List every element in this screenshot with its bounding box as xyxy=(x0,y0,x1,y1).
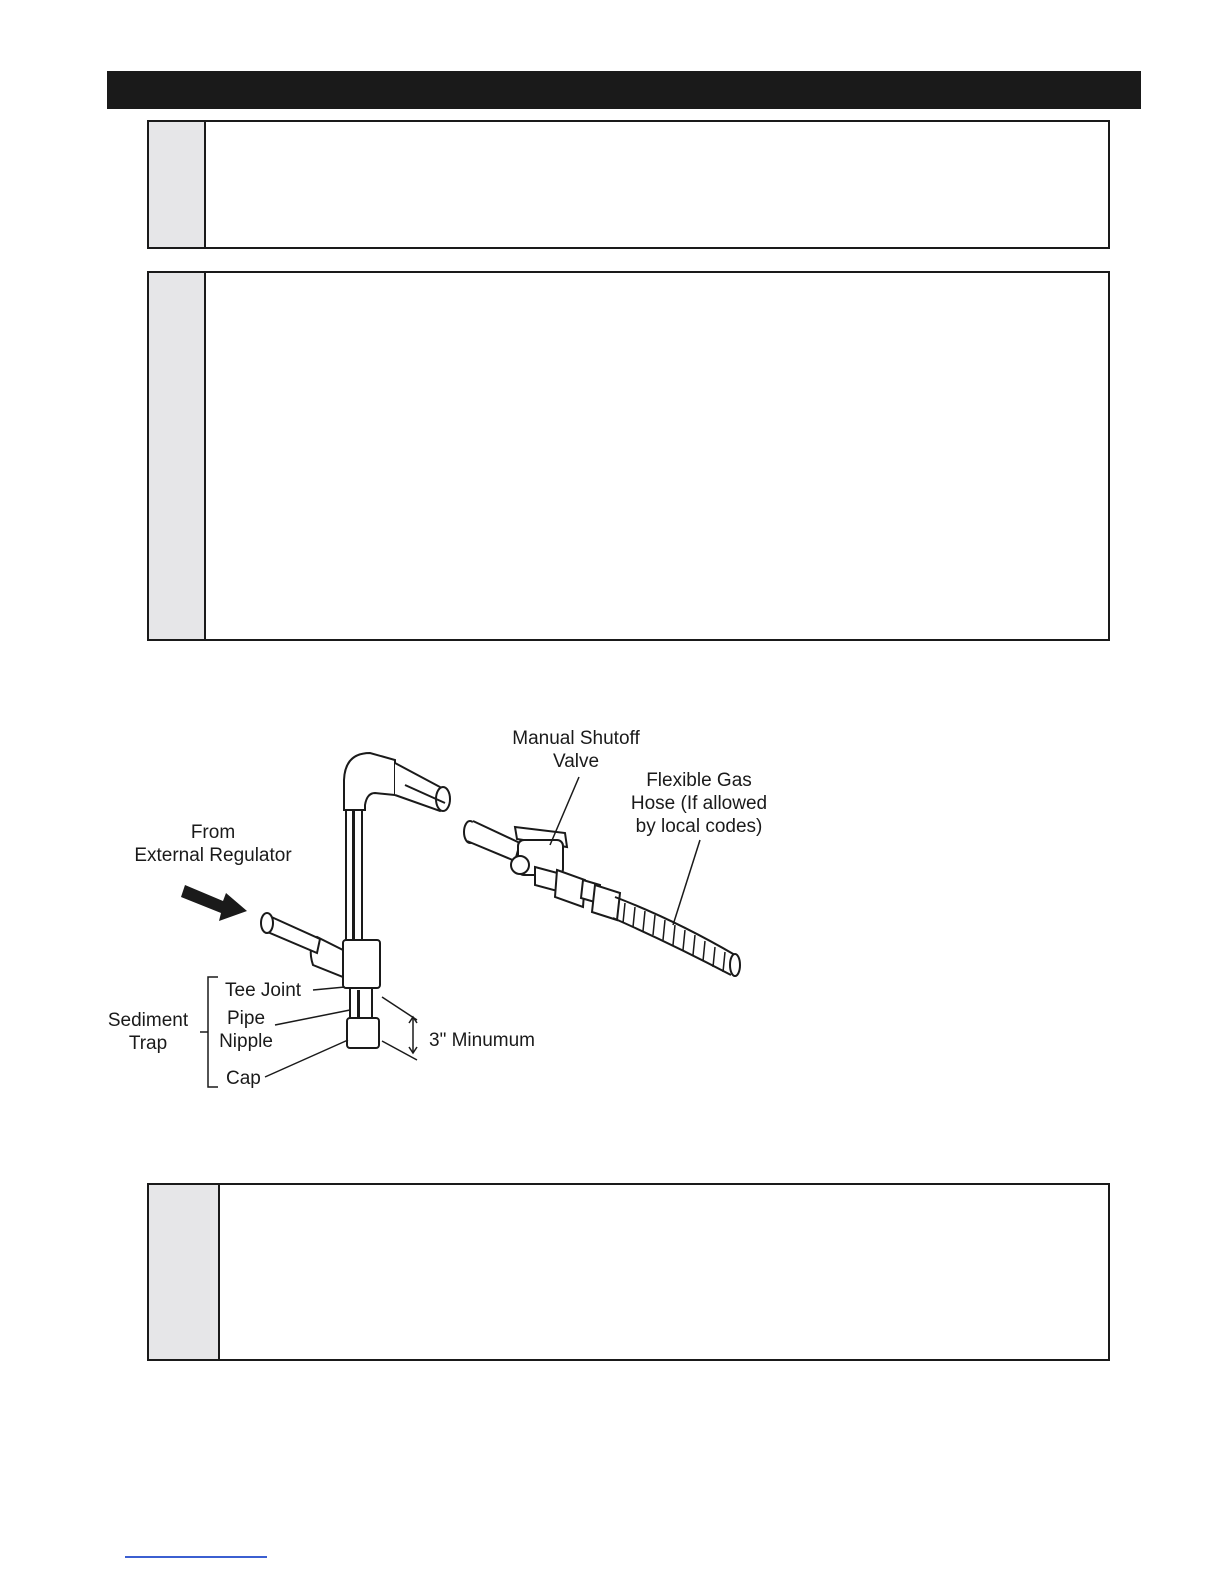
label-3-minimum: 3" Minumum xyxy=(429,1030,535,1051)
label-tee-joint: Tee Joint xyxy=(225,980,302,1001)
elbow-fitting xyxy=(344,753,450,811)
hose-fittings xyxy=(555,870,620,920)
label-manual-shutoff: Manual Shutoff xyxy=(512,728,640,749)
section-header-bar xyxy=(107,71,1141,109)
label-nipple: Nipple xyxy=(219,1031,273,1052)
notice-box-2 xyxy=(147,271,1110,641)
label-by-local-codes: by local codes) xyxy=(635,816,763,837)
pipe-nipple xyxy=(350,988,372,1020)
notice-box-1 xyxy=(147,120,1110,249)
flexible-gas-hose xyxy=(613,897,740,976)
notice-box-3 xyxy=(147,1183,1110,1361)
inlet-pipe xyxy=(261,913,343,977)
notice-box-3-side-panel xyxy=(149,1185,220,1359)
label-external-regulator: External Regulator xyxy=(134,845,292,866)
label-flexible-gas: Flexible Gas xyxy=(646,770,752,791)
label-valve: Valve xyxy=(552,751,600,772)
label-sediment: Sediment xyxy=(107,1010,189,1031)
notice-box-2-side-panel xyxy=(149,273,206,639)
label-hose-if-allowed: Hose (If allowed xyxy=(630,793,768,814)
flow-arrow xyxy=(181,885,247,921)
label-from: From xyxy=(190,822,236,843)
label-cap: Cap xyxy=(226,1068,261,1089)
valve-pipe-end xyxy=(464,821,520,861)
gas-connection-diagram xyxy=(95,715,795,1115)
notice-box-1-side-panel xyxy=(149,122,206,247)
cap-fitting xyxy=(347,1018,379,1048)
footer-link-underline[interactable] xyxy=(125,1556,267,1558)
label-trap: Trap xyxy=(128,1033,168,1054)
tee-joint-fitting xyxy=(343,940,380,988)
vertical-pipe xyxy=(346,805,362,955)
label-pipe: Pipe xyxy=(226,1008,266,1029)
